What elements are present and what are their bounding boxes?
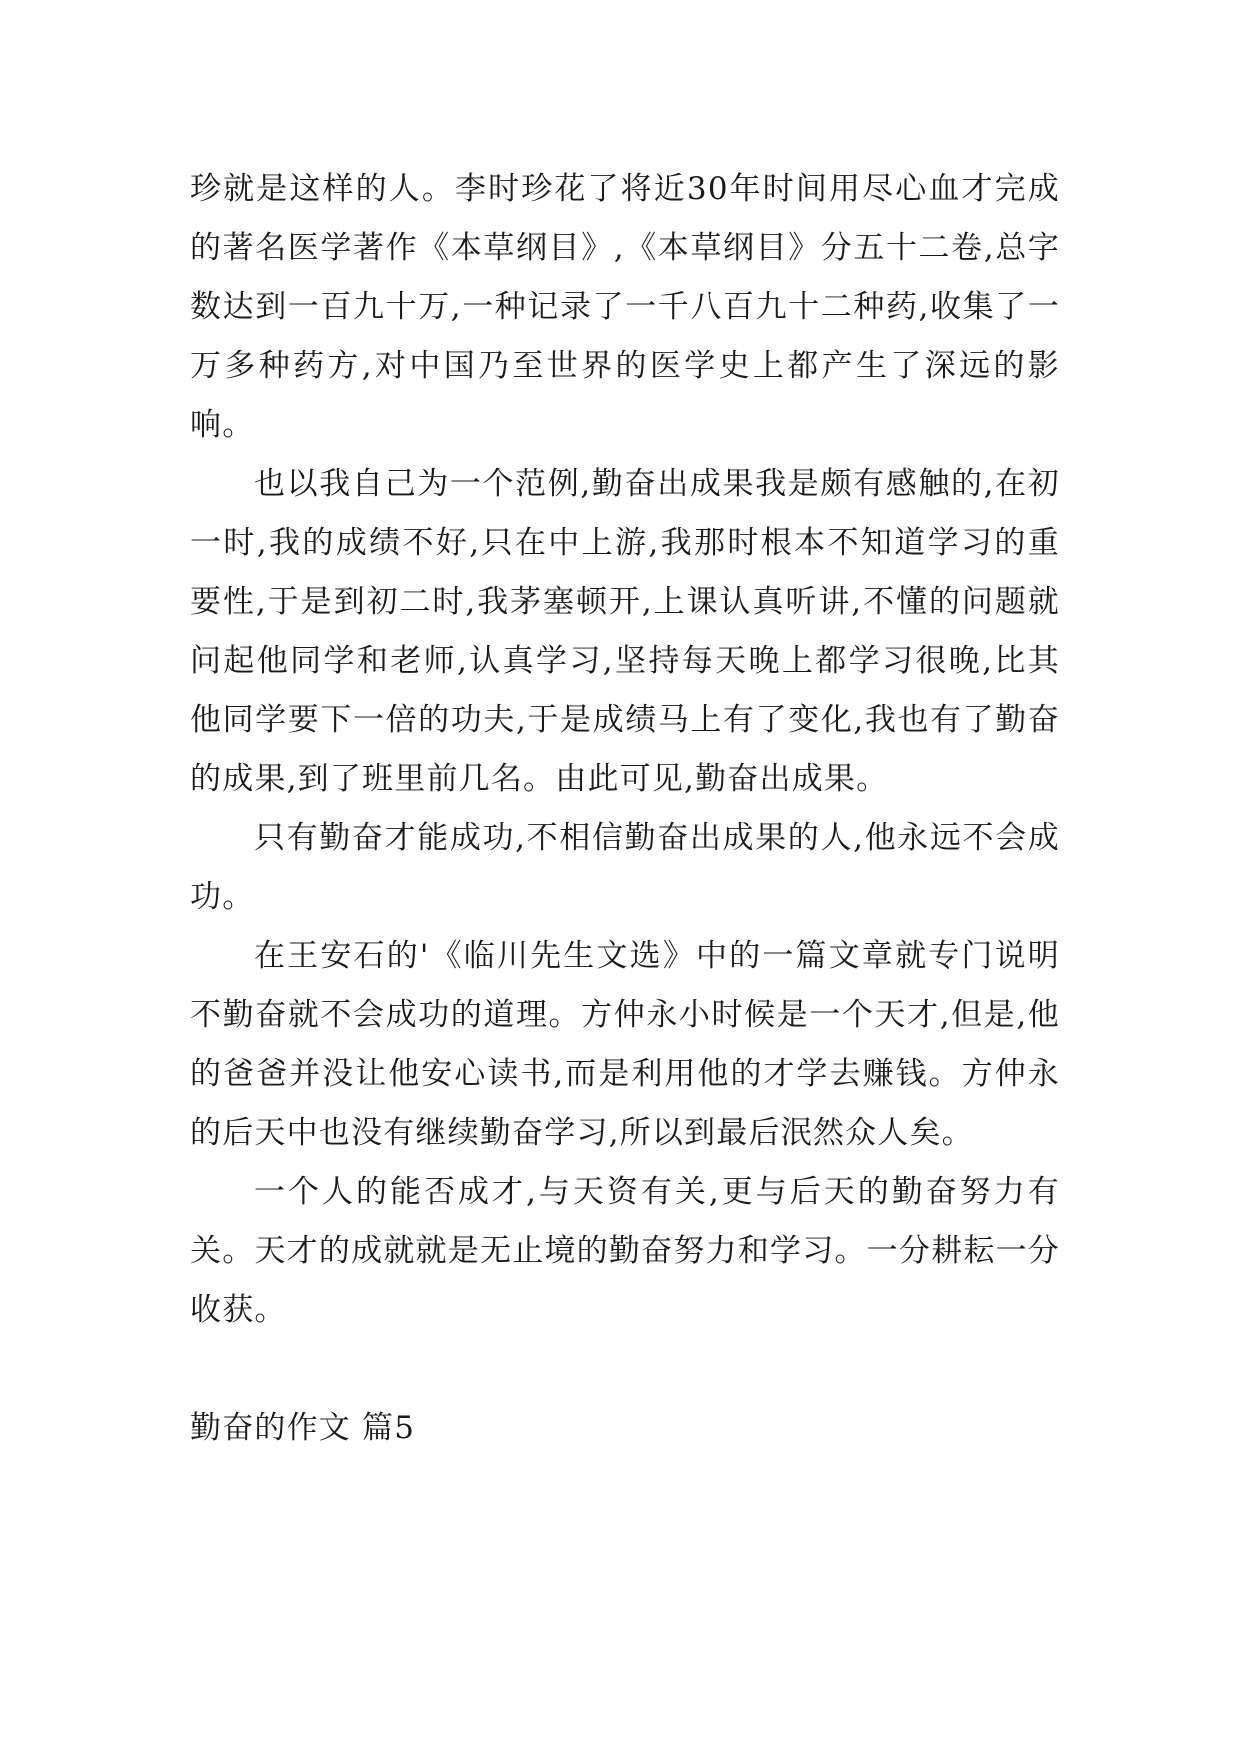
paragraph-li-shizhen: 珍就是这样的人。李时珍花了将近30年时间用尽心血才完成的著名医学著作《本草纲目》,《本草纲目》分五十二卷,总字数达到一百九十万,一种记录了一千八百九十二种药,收集了一万多种药方,对中国乃至世界的医学史上都产生了深远的影响。 — [190, 171, 1060, 443]
section-spacer — [190, 1340, 1060, 1399]
paragraph-fang-zhongyong: 在王安石的'《临川先生文选》中的一篇文章就专门说明不勤奋就不会成功的道理。方仲永小时候是一个天才,但是,他的爸爸并没让他安心读书,而是利用他的才学去赚钱。方仲永的后天中也没有继续勤奋学习,所以到最后泯然众人矣。 — [190, 938, 1060, 1151]
paragraph-conclusion: 一个人的能否成才,与天资有关,更与后天的勤奋努力有关。天才的成就就是无止境的勤奋努力和学习。一分耕耘一分收获。 — [190, 1174, 1060, 1328]
document-body — [190, 160, 1060, 1458]
section-heading: 勤奋的作文 篇5 — [190, 1410, 416, 1446]
paragraph-only-diligence: 只有勤奋才能成功,不相信勤奋出成果的人,他永远不会成功。 — [190, 820, 1060, 915]
paragraph-personal-example: 也以我自己为一个范例,勤奋出成果我是颇有感触的,在初一时,我的成绩不好,只在中上游,我那时根本不知道学习的重要性,于是到初二时,我茅塞顿开,上课认真听讲,不懂的问题就问起他同学和老师,认真学习,坚持每天晚上都学习很晚,比其他同学要下一倍的功夫,于是成绩马上有了变化,我也有了勤奋的成果,到了班里前几名。由此可见,勤奋出成果。 — [190, 466, 1060, 797]
